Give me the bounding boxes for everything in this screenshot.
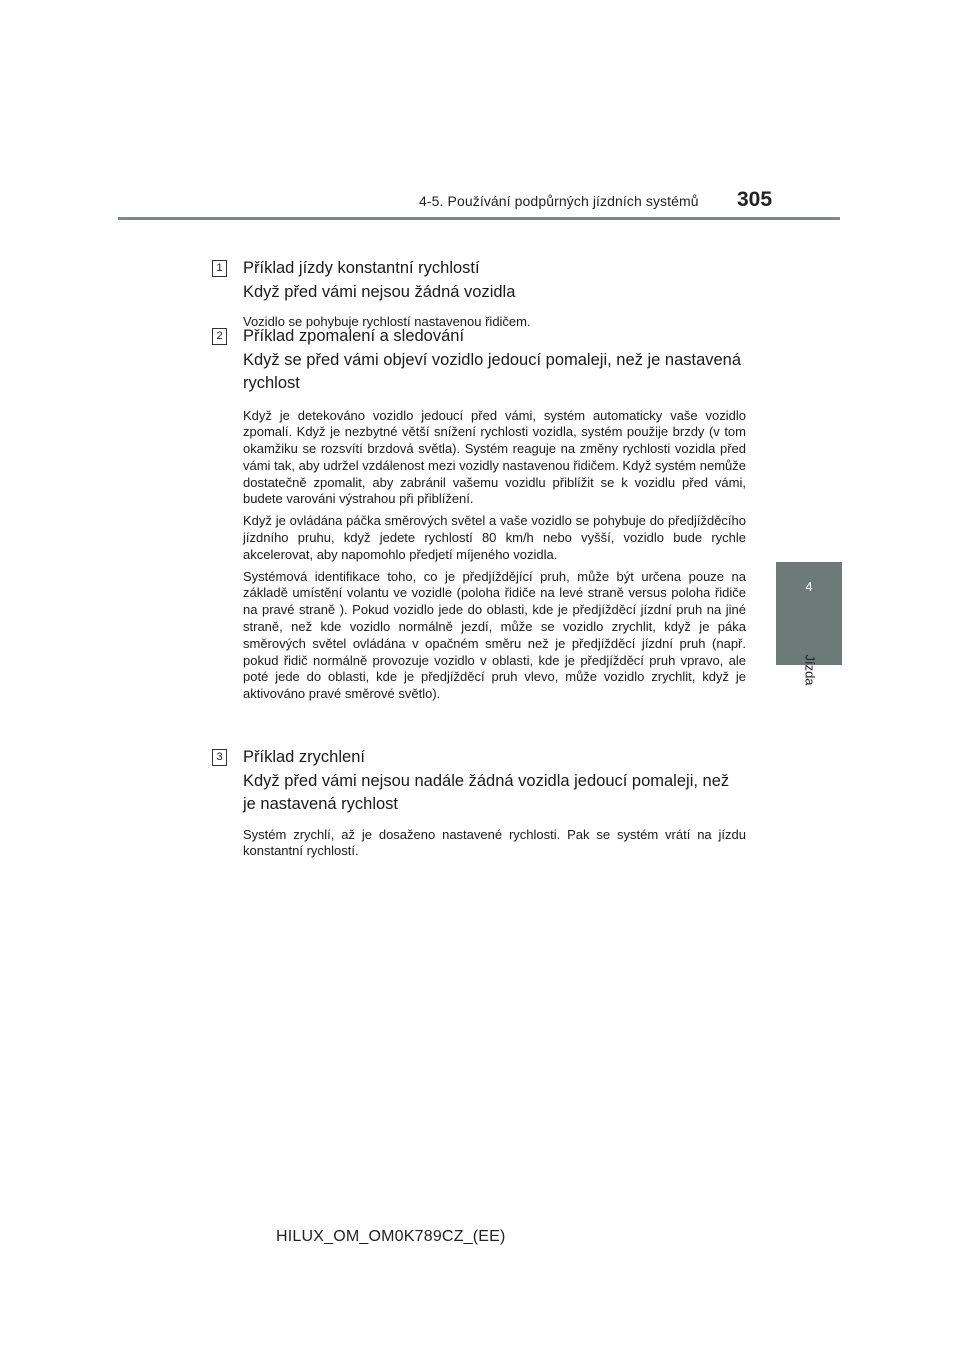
item-1-para-1: Vozidlo se pohybuje rychlostí nastavenou řidičem. — [243, 314, 531, 329]
item-2 — [212, 325, 746, 708]
item-1-heading — [243, 257, 746, 304]
item-2-heading-line1: Příklad zpomalení a sledování — [243, 327, 465, 345]
document-code: HILUX_OM_OM0K789CZ_(EE) — [276, 1228, 506, 1245]
item-2-para-3: Systémová identifikace toho, co je předjíždějící pruh, může být určena pouze na základě umístění volantu ve vozidle (poloha řidiče na levé straně versus poloha řidiče na pravé straně ). Pokud vozidlo jede do oblasti, kde je předjížděcí jízdní pruh na jiné straně, než kde vozidlo normálně jezdí, může se vozidlo zrychlit, když je páka směrových světel ovládána v opačném směru než je předjížděcí jízdní pruh (např. pokud řidič normálně provozuje vozidlo v oblasti, kde je předjížděcí pruh vpravo, ale poté jede do oblasti, kde je předjížděcí pruh vlevo, může vozidlo zrychlit, když je aktivováno pravé směrové světlo). — [243, 568, 746, 702]
item-3-heading-line2: Když před vámi nejsou nadále žádná vozidla jedoucí pomaleji, než — [243, 771, 730, 790]
item-3-heading — [243, 746, 746, 817]
chapter-number: 4 — [805, 579, 813, 594]
item-2-para-2: Když je ovládána páčka směrových světel a vaše vozidlo se pohybuje do předjížděcího jízdního pruhu, když jedete rychlostí 80 km/h nebo vyšší, vozidlo bude rychle akcelerovat, aby napomohlo předjetí míjeného vozidla. — [243, 513, 746, 562]
item-3-badge: 3 — [212, 749, 227, 766]
chapter-label — [800, 640, 820, 700]
section-title: 4-5. Používání podpůrných jízdních systémů — [419, 193, 699, 209]
item-3-body — [243, 827, 746, 861]
item-2-body — [243, 408, 746, 704]
item-3-heading-line3: je nastavená rychlost — [243, 795, 399, 813]
item-2-heading — [243, 325, 746, 396]
item-2-para-1: Když je detekováno vozidlo jedoucí před vámi, systém automaticky vaše vozidlo zpomalí. Když je nezbytné větší snížení rychlosti vozidla, systém použije brzdy (v tom okamžiku se rozsvítí brzdová světla). Systém reaguje na změny rychlosti vozidla před vámi tak, aby udržel vzdálenost mezi vozidly nastavenou řidičem. Když systém nemůže dostatečně zpomalit, aby zabránil vašemu vozidlu přiblížit se k vozidlu před vámi, budete varováni výstrahou při přiblížení. — [243, 407, 746, 507]
item-1-heading-line2: Když před vámi nejsou žádná vozidla — [243, 282, 516, 301]
chapter-label-text: Jízda — [802, 654, 818, 686]
item-1-heading-line1: Příklad jízdy konstantní rychlostí — [243, 259, 480, 277]
header-rule — [118, 217, 840, 220]
item-2-badge: 2 — [212, 328, 227, 345]
item-2-heading-line3: rychlost — [243, 374, 300, 392]
item-1-badge: 1 — [212, 260, 227, 277]
item-3-heading-line1: Příklad zrychlení — [243, 748, 365, 766]
page-number: 305 — [737, 188, 773, 211]
item-1 — [212, 257, 746, 336]
item-3-para-1: Systém zrychlí, až je dosaženo nastavené rychlosti. Pak se systém vrátí na jízdu konstantní rychlostí. — [243, 826, 746, 859]
item-2-heading-line2: Když se před vámi objeví vozidlo jedoucí pomaleji, než je nastavená — [243, 350, 742, 369]
item-3 — [212, 746, 746, 865]
